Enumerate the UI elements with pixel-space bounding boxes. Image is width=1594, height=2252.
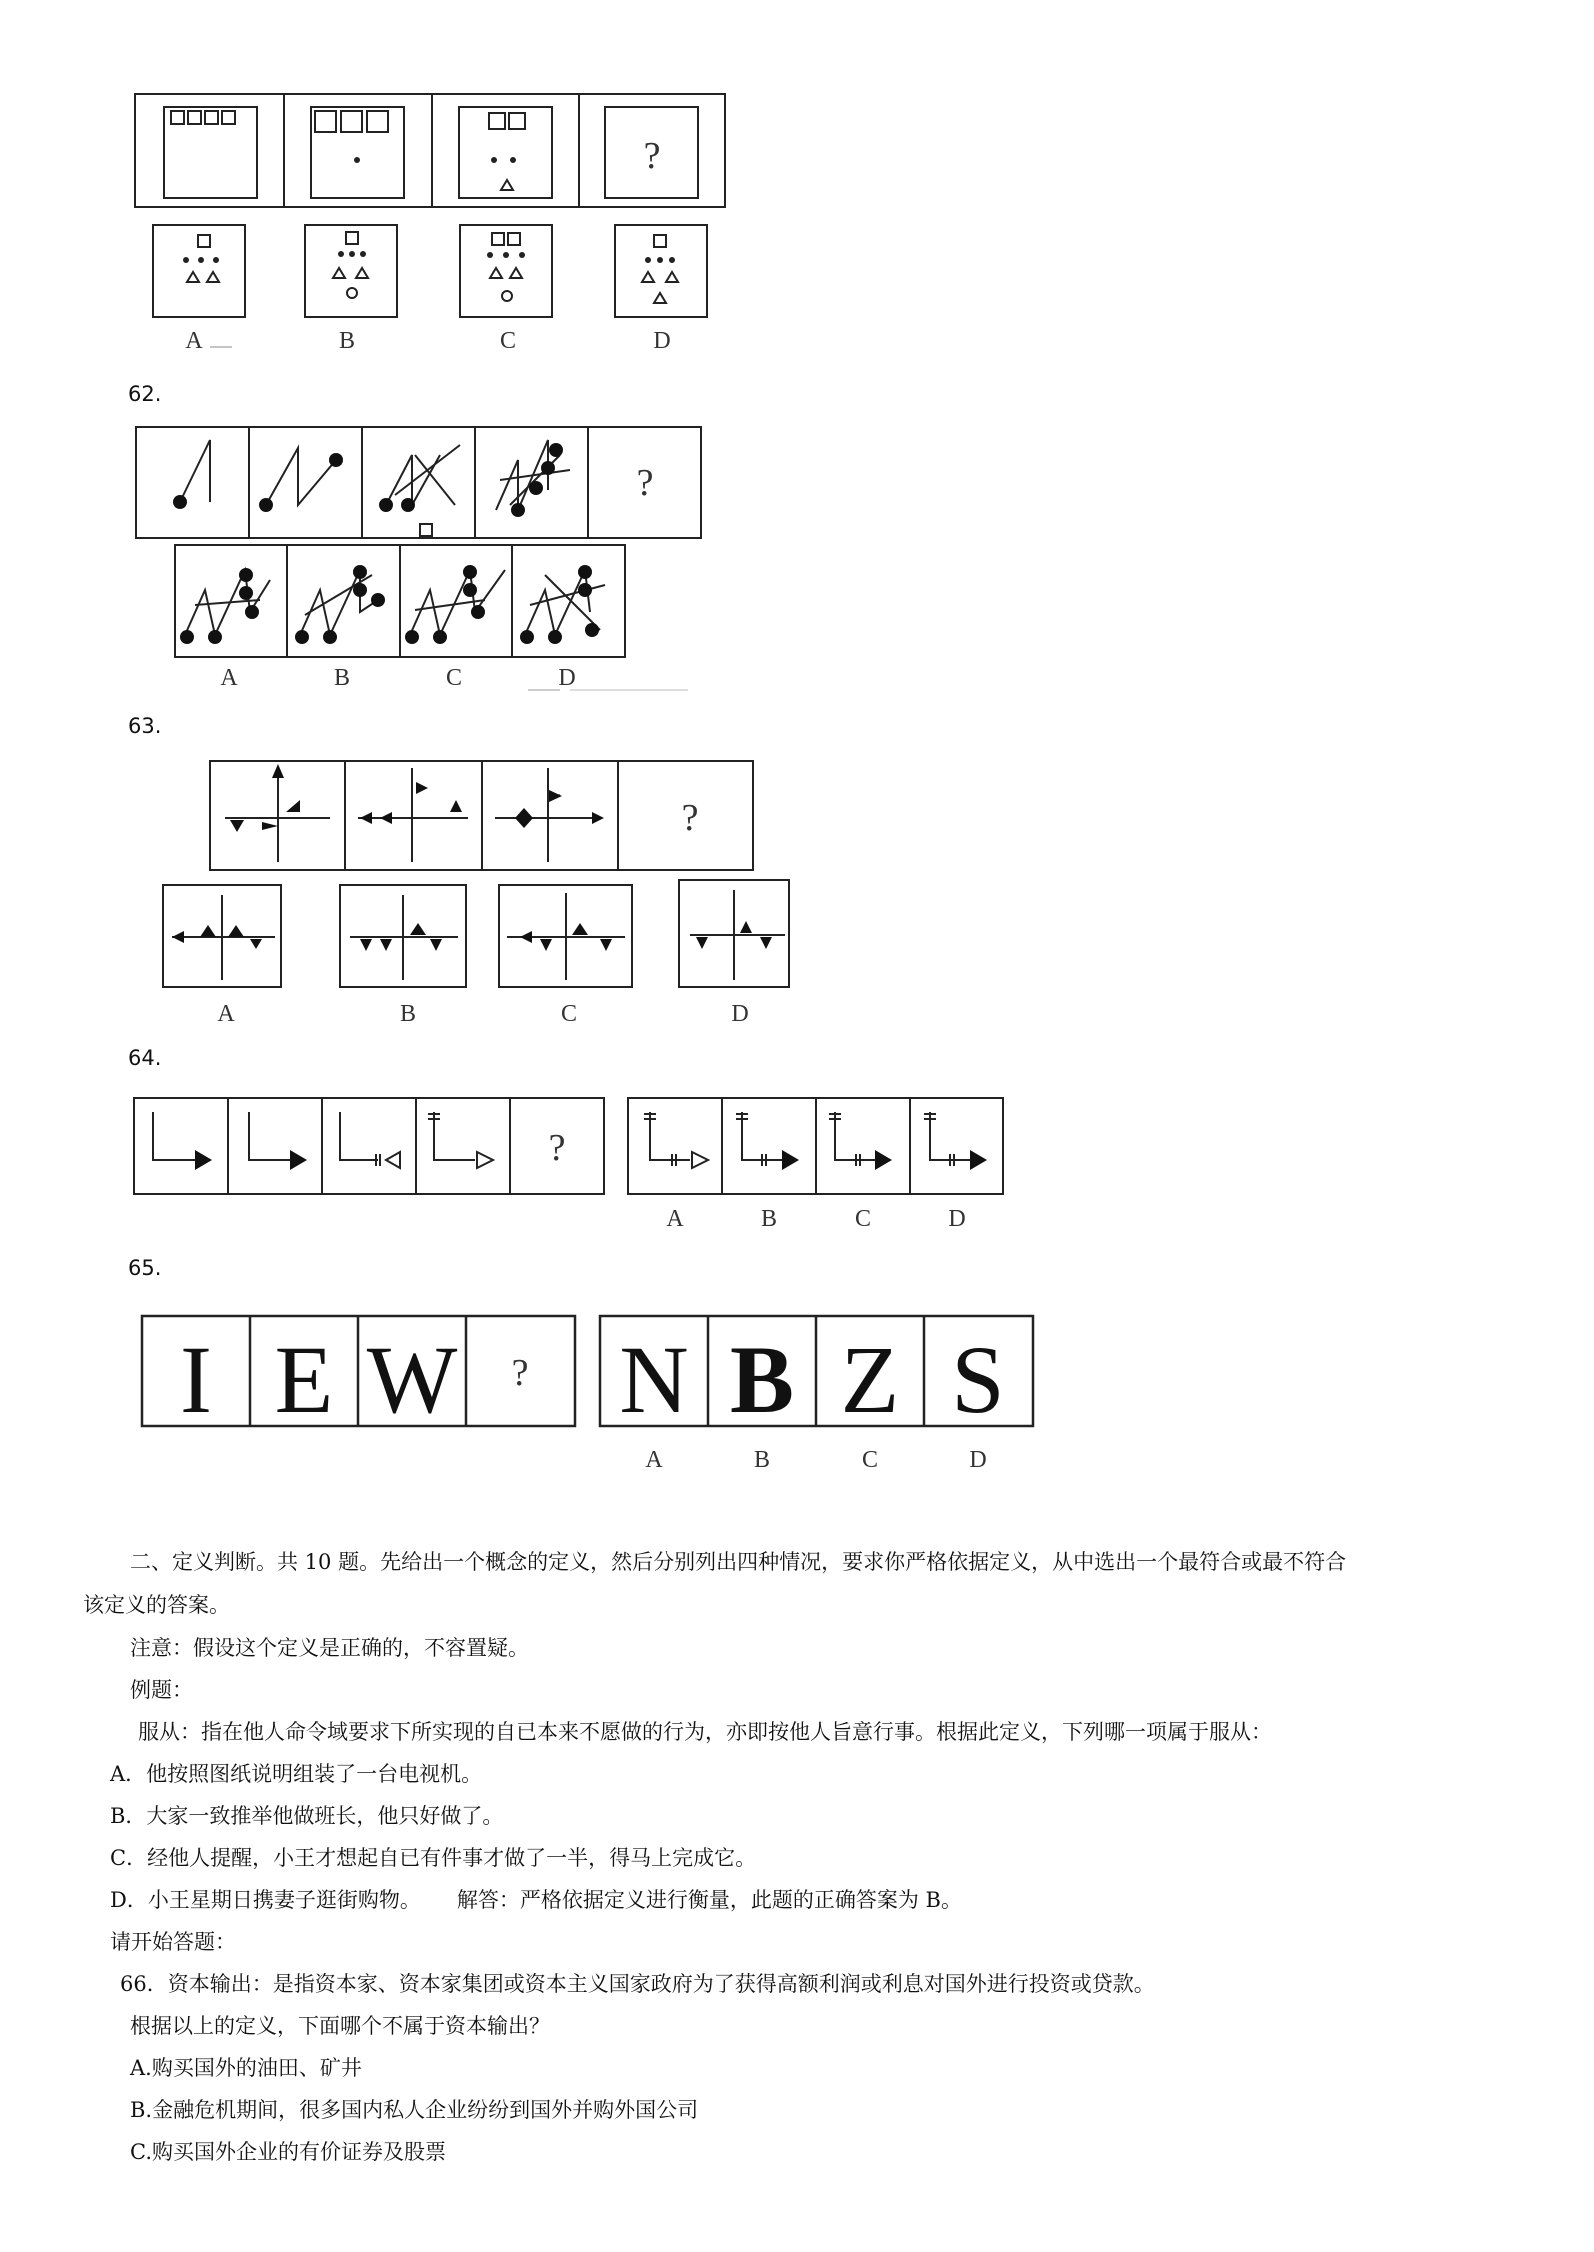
q64-option-b-label: B bbox=[760, 1206, 777, 1232]
q65-option-c-label: C bbox=[861, 1447, 878, 1473]
q65-option-a-label: A bbox=[645, 1447, 663, 1473]
section2-example-answer: 解答：严格依据定义进行衡量，此题的正确答案为 B。 bbox=[456, 1888, 962, 1912]
q61-option-a-label: A bbox=[185, 328, 203, 354]
q63-option-a-label: A bbox=[217, 1001, 235, 1027]
q65-seq-3: W bbox=[366, 1326, 458, 1433]
section2-intro-line2: 该定义的答案。 bbox=[83, 1593, 230, 1617]
q65-choice-b: B bbox=[729, 1326, 795, 1433]
q61-option-d-label: D bbox=[653, 328, 671, 354]
q63-number: 63. bbox=[128, 714, 162, 738]
q65-number: 65. bbox=[128, 1256, 162, 1280]
section2-example-option-b: B．大家一致推举他做班长，他只好做了。 bbox=[110, 1804, 504, 1828]
q65-question-mark: ? bbox=[511, 1352, 529, 1394]
q66-option-a: A.购买国外的油田、矿井 bbox=[130, 2056, 362, 2080]
q61-option-c-label: C bbox=[499, 328, 516, 354]
q63-option-d-label: D bbox=[731, 1001, 749, 1027]
q65-option-d-label: D bbox=[969, 1447, 987, 1473]
q65-choice-n: N bbox=[619, 1326, 689, 1433]
section2-note: 注意：假设这个定义是正确的，不容置疑。 bbox=[130, 1636, 529, 1660]
q66-option-c: C.购买国外企业的有价证券及股票 bbox=[130, 2140, 446, 2164]
q64-number: 64. bbox=[128, 1046, 162, 1070]
q65-choice-s: S bbox=[951, 1326, 1005, 1433]
section2-example-definition: 服从：指在他人命令域要求下所实现的自已本来不愿做的行为，亦即按他人旨意行事。根据此定义，下列哪一项属于服从： bbox=[138, 1720, 1272, 1744]
section2-start: 请开始答题： bbox=[110, 1930, 236, 1954]
q63-option-c-label: C bbox=[560, 1001, 577, 1027]
q64-question-mark: ? bbox=[548, 1127, 566, 1169]
q64-option-c-label: C bbox=[854, 1206, 871, 1232]
q66-option-b: B.金融危机期间，很多国内私人企业纷纷到国外并购外国公司 bbox=[130, 2098, 699, 2122]
q62-option-d-label: D bbox=[558, 665, 576, 691]
section2-intro-line1: 二、定义判断。共 10 题。先给出一个概念的定义，然后分别列出四种情况，要求你严格依据定义，从中选出一个最符合或最不符合 bbox=[130, 1550, 1347, 1574]
q65-choice-z: Z bbox=[840, 1326, 900, 1433]
section2-example-option-d-row bbox=[0, 1885, 1594, 1915]
section2-example-option-c: C．经他人提醒，小王才想起自已有件事才做了一半，得马上完成它。 bbox=[110, 1846, 757, 1870]
q62-option-c-label: C bbox=[445, 665, 462, 691]
q61-question-mark: ? bbox=[643, 135, 661, 177]
q63-option-b-label: B bbox=[399, 1001, 416, 1027]
section2-example-option-d: D．小王星期日携妻子逛街购物。 bbox=[110, 1888, 421, 1912]
q65-seq-2: E bbox=[274, 1326, 334, 1433]
q65-seq-1: I bbox=[180, 1326, 212, 1433]
q64-option-a-label: A bbox=[666, 1206, 684, 1232]
q62-option-b-label: B bbox=[333, 665, 350, 691]
q61-option-b-label: B bbox=[338, 328, 355, 354]
q65-option-b-label: B bbox=[753, 1447, 770, 1473]
section2-example-option-a: A．他按照图纸说明组装了一台电视机。 bbox=[110, 1762, 483, 1786]
q62-question-mark: ? bbox=[636, 462, 654, 504]
q63-question-mark: ? bbox=[681, 797, 699, 839]
q64-option-d-label: D bbox=[948, 1206, 966, 1232]
q62-option-a-label: A bbox=[220, 665, 238, 691]
section2-example-label: 例题： bbox=[130, 1678, 193, 1702]
q66-question: 根据以上的定义，下面哪个不属于资本输出？ bbox=[130, 2014, 550, 2038]
q66-definition: 66．资本输出：是指资本家、资本家集团或资本主义国家政府为了获得高额利润或利息对国外进行投资或贷款。 bbox=[120, 1972, 1155, 1996]
q62-number: 62. bbox=[128, 382, 162, 406]
